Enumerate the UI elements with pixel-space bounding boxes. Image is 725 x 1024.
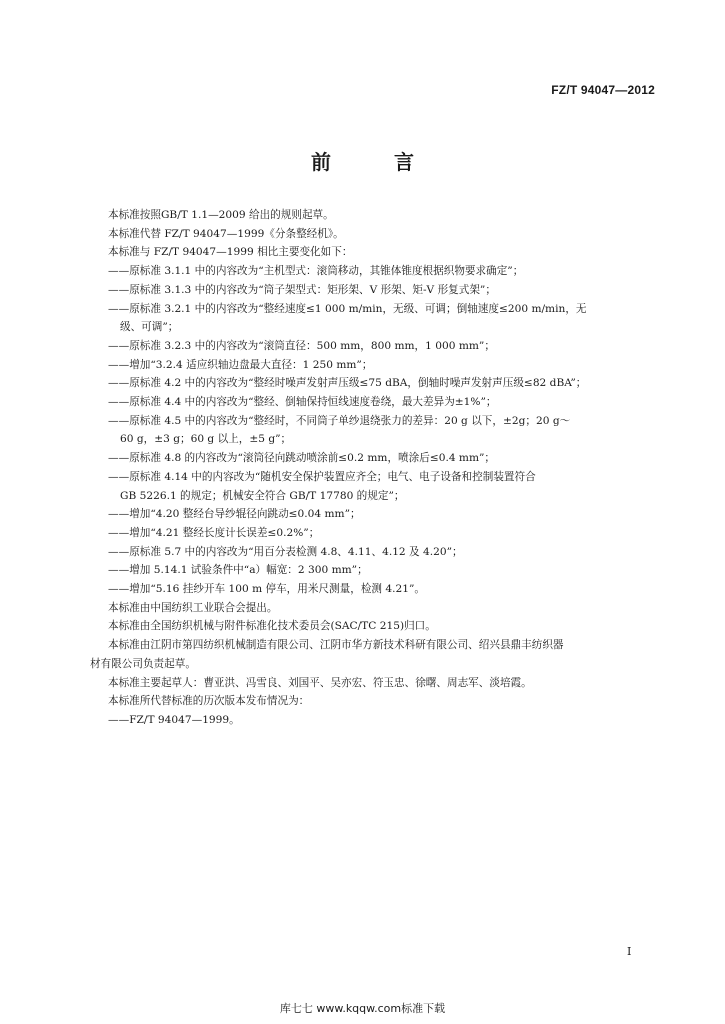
standard-code: FZ/T 94047—2012 — [551, 83, 655, 97]
paragraph-history-intro: 本标准所代替标准的历次版本发布情况为： — [108, 695, 310, 708]
paragraph-replaces: 本标准代替 FZ/T 94047—1999《分条整经机》。 — [108, 227, 344, 240]
list-item: ——增加“4.20 整经台导纱辊径向跳动≤0.04 mm”； — [108, 508, 361, 521]
list-item: ——增加 5.14.1 试验条件中“a）幅宽：2 300 mm”； — [108, 564, 368, 577]
list-item: ——原标准 3.1.3 中的内容改为“筒子架型式：矩形架、V 形架、矩-V 形复式架”； — [108, 283, 496, 296]
paragraph-drafters: 本标准主要起草人：曹亚洪、冯雪良、刘国平、吴亦宏、符玉忠、徐曙、周志军、淡培霞。 — [108, 676, 532, 689]
footer-watermark: 库七七 www.kqqw.com标准下载 — [279, 1002, 446, 1015]
paragraph-drafted-by-line1: 本标准由江阴市第四纺织机械制造有限公司、江阴市华方新技术科研有限公司、绍兴县鼎丰纺织器 — [108, 639, 564, 652]
list-item: ——原标准 3.2.3 中的内容改为“滚筒直径：500 mm，800 mm，1 000 mm”； — [108, 339, 495, 352]
paragraph-changes-intro: 本标准与 FZ/T 94047—1999 相比主要变化如下： — [108, 246, 353, 259]
list-item: ——原标准 4.14 中的内容改为“随机安全保护装置应齐全；电气、电子设备和控制装置符合 — [108, 470, 536, 483]
list-item: ——原标准 4.2 中的内容改为“整经时噪声发射声压级≤75 dBA，倒轴时噪声发射声压级≤82 dBA”； — [108, 377, 587, 390]
paragraph-drafted-by — [90, 636, 655, 673]
list-item: ——原标准 3.2.1 中的内容改为“整经速度≤1 000 m/min，无级、可调；倒轴速度≤200 m/min，无 — [108, 302, 587, 315]
list-item: ——原标准 5.7 中的内容改为“用百分表检测 4.8、4.11、4.12 及 4.20”； — [108, 545, 463, 558]
list-item: ——原标准 4.4 中的内容改为“整经、倒轴保持恒线速度卷绕，最大差异为±1%”； — [108, 396, 497, 409]
list-item: ——增加“3.2.4 适应织轴边盘最大直径：1 250 mm”； — [108, 358, 373, 371]
page-title: 前 言 — [311, 150, 442, 174]
list-item: ——增加“5.16 挂纱开车 100 m 停车，用米尺测量，检测 4.21”。 — [108, 583, 425, 596]
paragraph-proposed-by: 本标准由中国纺织工业联合会提出。 — [108, 601, 278, 614]
list-item: ——原标准 4.8 的内容改为“滚筒径向跳动喷涂前≤0.2 mm，喷涂后≤0.4 mm”； — [108, 452, 496, 465]
paragraph-drafted-by-line2: 材有限公司负责起草。 — [90, 657, 196, 670]
change-list — [108, 262, 655, 599]
history-item: ——FZ/T 94047—1999。 — [108, 713, 240, 726]
list-item: ——增加“4.21 整经长度计长误差≤0.2%”； — [108, 526, 320, 539]
list-item-continuation: GB 5226.1 的规定；机械安全符合 GB/T 17780 的规定”； — [120, 489, 405, 502]
page-number: I — [627, 945, 632, 958]
list-item: ——原标准 3.1.1 中的内容改为“主机型式：滚筒移动，其锥体锥度根据织物要求确定”； — [108, 265, 524, 278]
paragraph-drafting-rule: 本标准按照GB/T 1.1—2009 给出的规则起草。 — [108, 209, 334, 221]
list-item: ——原标准 4.5 中的内容改为“整经时，不同筒子单纱退绕张力的差异：20 g 以下，±2g；20 g～ — [108, 414, 571, 427]
list-item-continuation: 60 g，±3 g；60 g 以上，±5 g”； — [120, 433, 292, 446]
list-item-continuation: 级、可调”； — [120, 321, 179, 334]
paragraph-under-jurisdiction: 本标准由全国纺织机械与附件标准化技术委员会(SAC/TC 215)归口。 — [108, 620, 436, 633]
foreword-body — [90, 206, 655, 730]
